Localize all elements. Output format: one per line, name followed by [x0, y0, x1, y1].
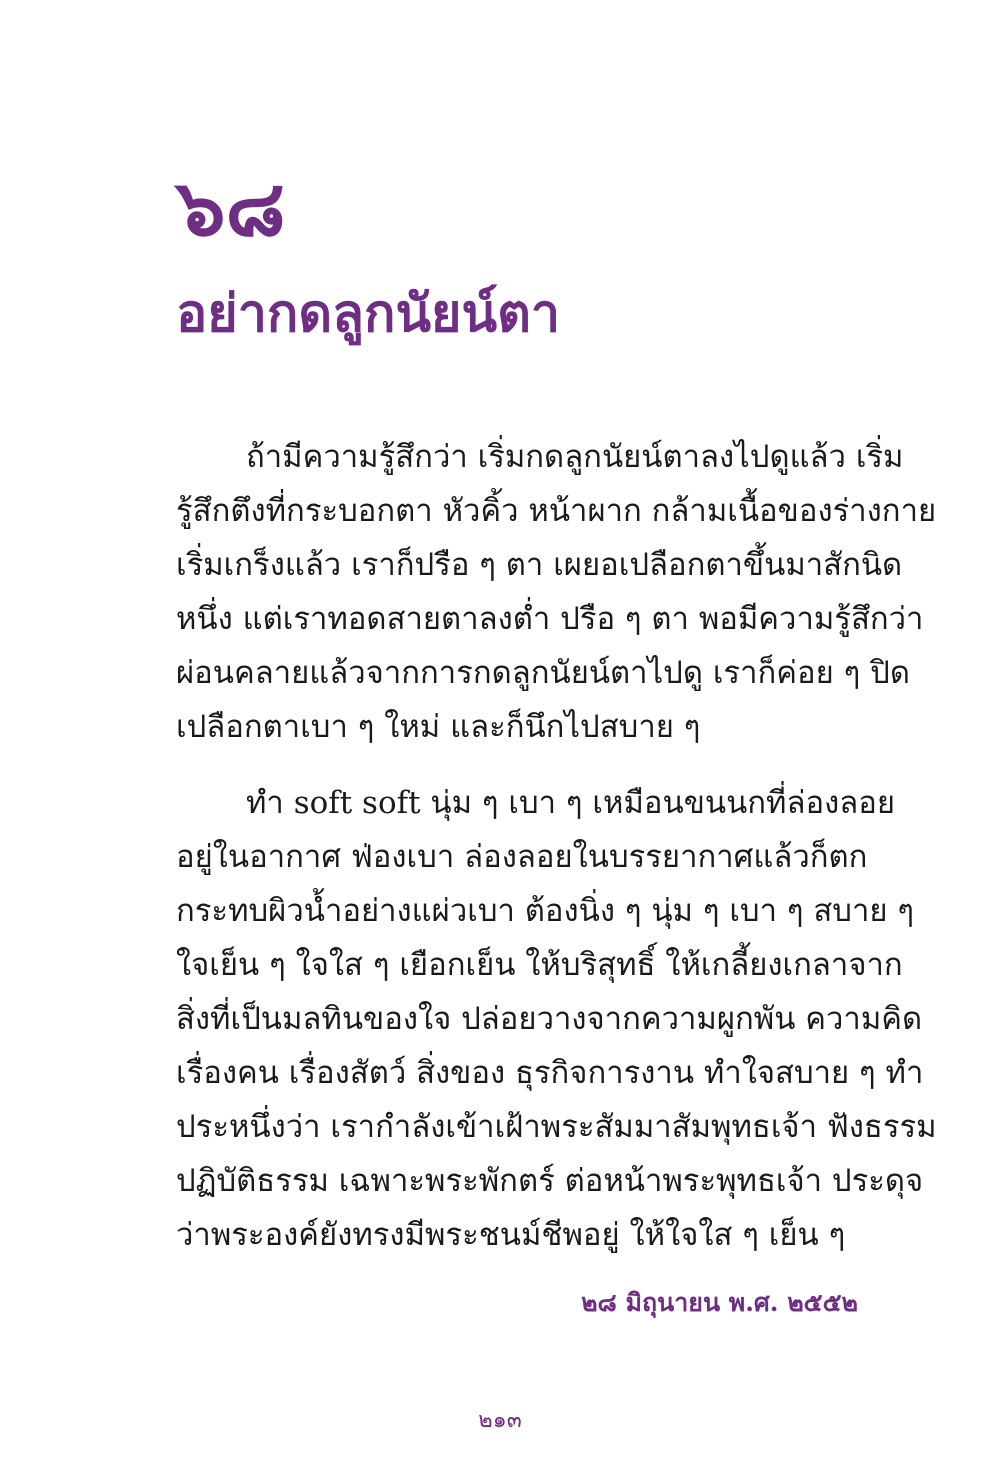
date-line: ๒๘ มิถุนายน พ.ศ. ๒๕๕๒ [581, 1288, 858, 1317]
paragraph-line: ว่าพระองค์ยังทรงมีพระชนม์ชีพอยู่ ให้ใจใส ๆ เย็น ๆ [176, 1217, 846, 1253]
paragraph-line: ทำ soft soft นุ่ม ๆ เบา ๆ เหมือนขนนกที่ล่องลอย [246, 785, 896, 821]
paragraph-line: หนึ่ง แต่เราทอดสายตาลงต่ำ ปรือ ๆ ตา พอมีความรู้สึกว่า [176, 601, 924, 637]
paragraph-line: ผ่อนคลายแล้วจากการกดลูกนัยน์ตาไปดู เราก็ค่อย ๆ ปิด [176, 655, 910, 691]
paragraph-line: อยู่ในอากาศ ฟ่องเบา ล่องลอยในบรรยากาศแล้วก็ตก [176, 839, 868, 875]
paragraph-line: ปฏิบัติธรรม เฉพาะพระพักตร์ ต่อหน้าพระพุทธเจ้า ประดุจ [176, 1163, 924, 1199]
page-number: ๒๑๓ [478, 1408, 522, 1433]
paragraph-1 [176, 430, 937, 754]
paragraph-line: เปลือกตาเบา ๆ ใหม่ และก็นึกไปสบาย ๆ [176, 709, 701, 745]
chapter-number: ๖๘ [176, 163, 286, 254]
paragraph-line: ถ้ามีความรู้สึกว่า เริ่มกดลูกนัยน์ตาลงไปดูแล้ว เริ่ม [246, 439, 904, 475]
paragraph-line: รู้สึกตึงที่กระบอกตา หัวคิ้ว หน้าผาก กล้ามเนื้อของร่างกาย [176, 493, 937, 529]
paragraph-line: ใจเย็น ๆ ใจใส ๆ เยือกเย็น ให้บริสุทธิ์ ให้เกลี้ยงเกลาจาก [176, 947, 903, 983]
body-text [176, 430, 937, 1284]
paragraph-line: เริ่มเกร็งแล้ว เราก็ปรือ ๆ ตา เผยอเปลือกตาขึ้นมาสักนิด [176, 547, 903, 583]
paragraph-2 [176, 776, 937, 1262]
paragraph-line: เรื่องคน เรื่องสัตว์ สิ่งของ ธุรกิจการงาน ทำใจสบาย ๆ ทำ [176, 1055, 924, 1091]
paragraph-line: กระทบผิวน้ำอย่างแผ่วเบา ต้องนิ่ง ๆ นุ่ม ๆ เบา ๆ สบาย ๆ [176, 893, 915, 929]
paragraph-line: สิ่งที่เป็นมลทินของใจ ปล่อยวางจากความผูกพัน ความคิด [176, 1001, 923, 1037]
chapter-title: อย่ากดลูกนัยน์ตา [176, 283, 561, 344]
paragraph-line: ประหนึ่งว่า เรากำลังเข้าเฝ้าพระสัมมาสัมพุทธเจ้า ฟังธรรม [176, 1109, 937, 1145]
